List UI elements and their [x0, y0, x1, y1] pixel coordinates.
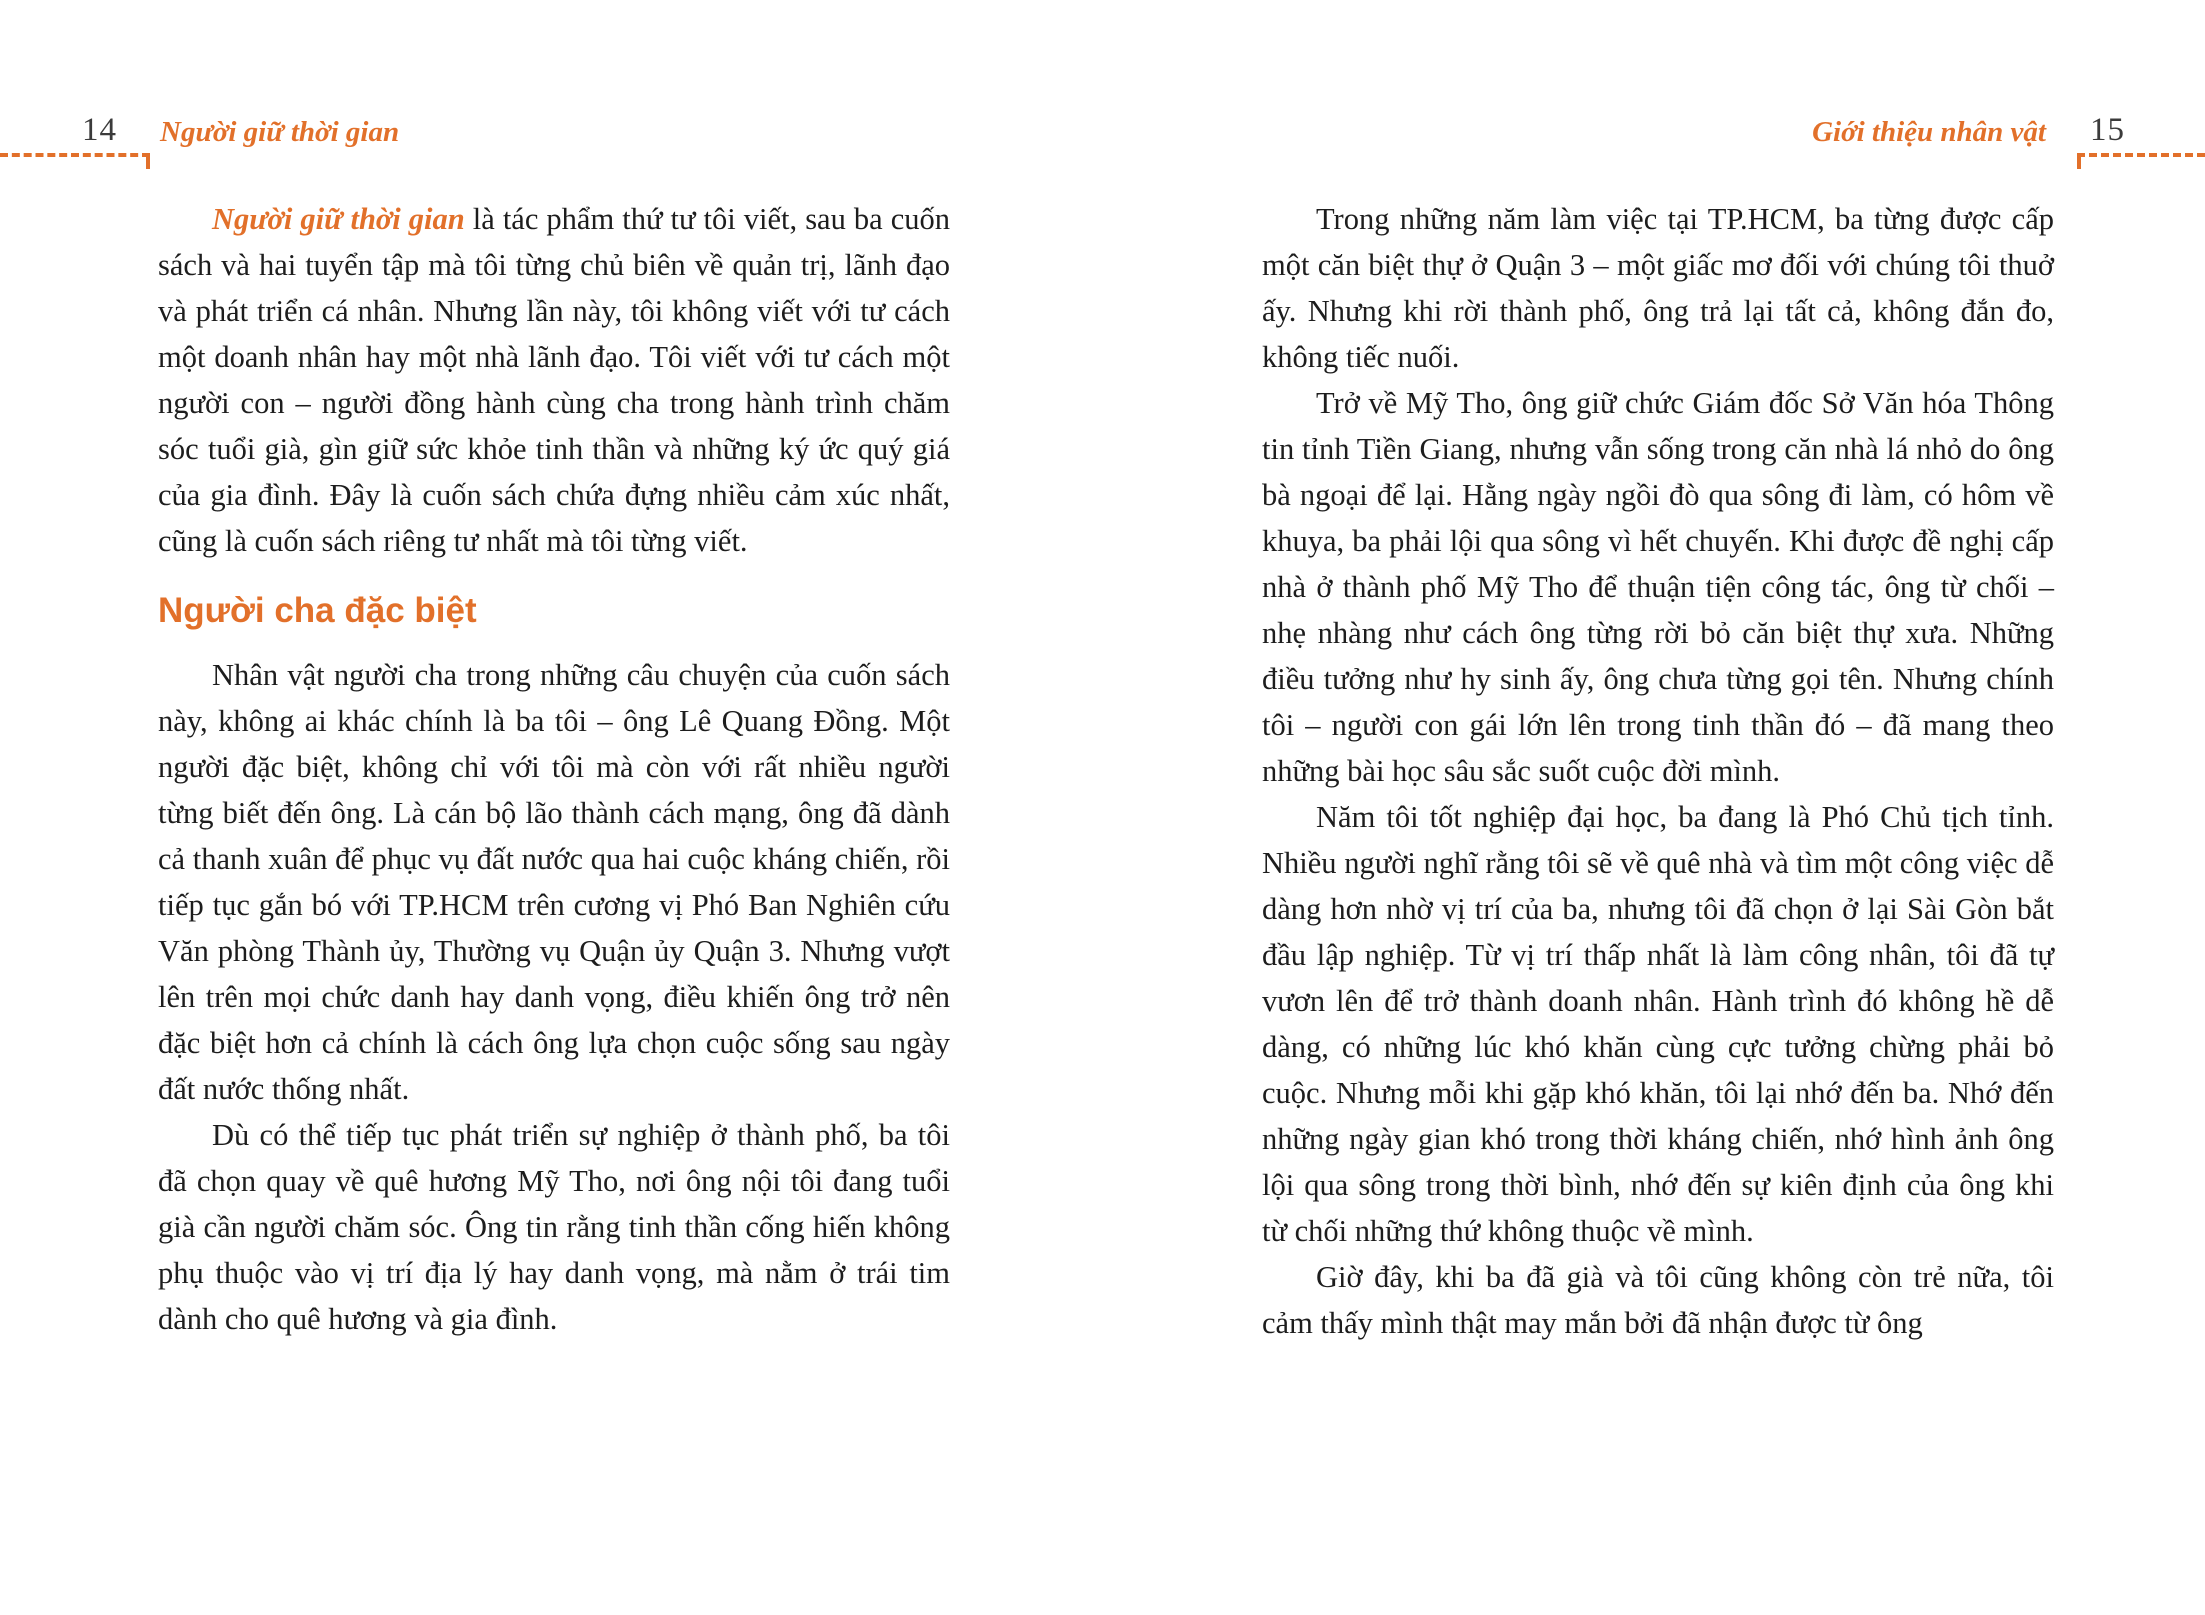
- running-head-right: Giới thiệu nhân vật: [1812, 116, 2046, 148]
- intro-paragraph-text: là tác phẩm thứ tư tôi viết, sau ba cuốn sách và hai tuyển tập mà tôi từng chủ biên về quản trị, lãnh đạo và phát triển cá nhân. Nhưng lần này, tôi không viết với tư cách một doanh nhân hay một nhà lãnh đạo. Tôi viết với tư cách một người con – người đồng hành cùng cha trong hành trình chăm sóc tuổi già, gìn giữ sức khỏe tinh thần và những ký ức quý giá của gia đình. Đây là cuốn sách chứa đựng nhiều cảm xúc nhất, cũng là cuốn sách riêng tư nhất mà tôi từng viết.: [158, 202, 951, 558]
- body-paragraph: Giờ đây, khi ba đã già và tôi cũng không còn trẻ nữa, tôi cảm thấy mình thật may mắn bởi đã nhận được từ ông: [1262, 1260, 2054, 1340]
- body-paragraph: Năm tôi tốt nghiệp đại học, ba đang là Phó Chủ tịch tỉnh. Nhiều người nghĩ rằng tôi sẽ về quê nhà và tìm một công việc dễ dàng hơn nhờ vị trí của ba, nhưng tôi đã chọn ở lại Sài Gòn bắt đầu lập nghiệp. Từ vị trí thấp nhất là làm công nhân, tôi đã tự vươn lên để trở thành doanh nhân. Hành trình đó không hề dễ dàng, có những lúc khó khăn cùng cực tưởng chừng phải bỏ cuộc. Nhưng mỗi khi gặp khó khăn, tôi lại nhớ đến ba. Nhớ đến những ngày gian khó trong thời kháng chiến, nhớ hình ảnh ông lội qua sông trong thời bình, nhớ đến sự kiên định của ông khi từ chối những thứ không thuộc về mình.: [1262, 800, 2054, 1248]
- page-number-left: 14: [82, 112, 117, 148]
- body-paragraph: Trở về Mỹ Tho, ông giữ chức Giám đốc Sở Văn hóa Thông tin tỉnh Tiền Giang, nhưng vẫn sống trong căn nhà lá nhỏ do ông bà ngoại để lại. Hằng ngày ngồi đò qua sông đi làm, có hôm về khuya, ba phải lội qua sông vì hết chuyến. Khi được đề nghị cấp nhà ở thành phố Mỹ Tho để thuận tiện công tác, ông từ chối – nhẹ nhàng như cách ông từng rời bỏ căn biệt thự xưa. Những điều tưởng như hy sinh ấy, ông chưa từng gọi tên. Nhưng chính tôi – người con gái lớn lên trong tinh thần đó – đã mang theo những bài học sâu sắc suốt cuộc đời mình.: [1262, 386, 2054, 788]
- body-paragraph: Dù có thể tiếp tục phát triển sự nghiệp ở thành phố, ba tôi đã chọn quay về quê hương Mỹ Tho, nơi ông nội tôi đang tuổi già cần người chăm sóc. Ông tin rằng tinh thần cống hiến không phụ thuộc vào vị trí địa lý hay danh vọng, mà nằm ở trái tim dành cho quê hương và gia đình.: [158, 1118, 950, 1336]
- section-heading: Người cha đặc biệt: [158, 591, 477, 630]
- body-paragraph: Nhân vật người cha trong những câu chuyện của cuốn sách này, không ai khác chính là ba tôi – ông Lê Quang Đồng. Một người đặc biệt, không chỉ với tôi mà còn với rất nhiều người từng biết đến ông. Là cán bộ lão thành cách mạng, ông đã dành cả thanh xuân để phục vụ đất nước qua hai cuộc kháng chiến, rồi tiếp tục gắn bó với TP.HCM trên cương vị Phó Ban Nghiên cứu Văn phòng Thành ủy, Thường vụ Quận ủy Quận 3. Nhưng vượt lên trên mọi chức danh hay danh vọng, điều khiến ông trở nên đặc biệt hơn cả chính là cách ông lựa chọn cuộc sống sau ngày đất nước thống nhất.: [158, 658, 950, 1106]
- intro-paragraph: [158, 196, 950, 564]
- right-page-text-column: [1262, 196, 2054, 1346]
- rule-tick-left: [146, 155, 150, 169]
- page-number-right: 15: [2090, 112, 2125, 148]
- header-dashed-rule-right: [2077, 153, 2205, 157]
- header-dashed-rule-left: [0, 153, 150, 157]
- running-head-left: Người giữ thời gian: [160, 116, 400, 148]
- body-paragraph: Trong những năm làm việc tại TP.HCM, ba từng được cấp một căn biệt thự ở Quận 3 – một giấc mơ đối với chúng tôi thuở ấy. Nhưng khi rời thành phố, ông trả lại tất cả, không đắn đo, không tiếc nuối.: [1262, 202, 2054, 374]
- left-page-text-column: [158, 196, 950, 1342]
- book-title-inline: Người giữ thời gian: [212, 202, 465, 236]
- rule-tick-right: [2077, 155, 2081, 169]
